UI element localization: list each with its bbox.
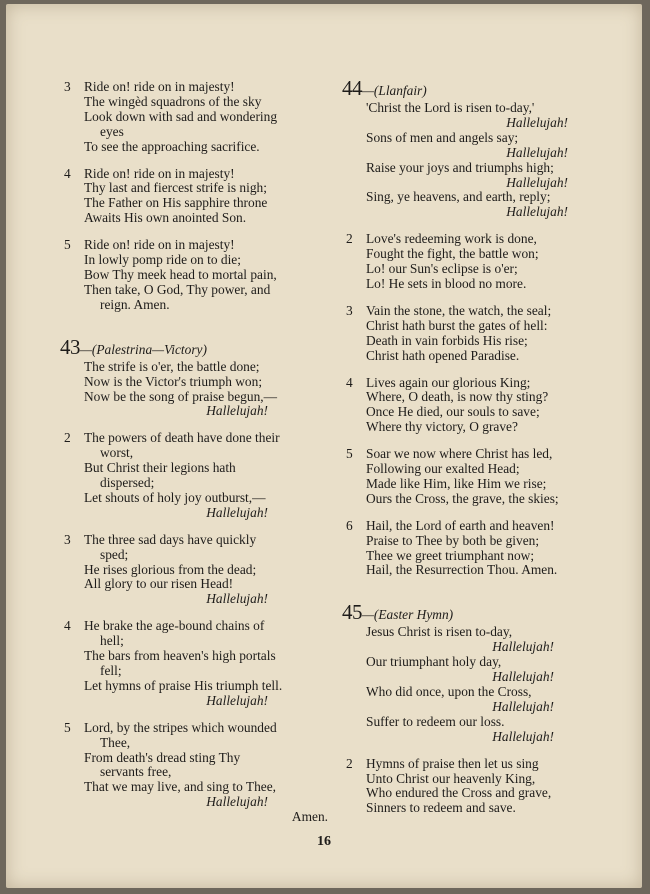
verse-text: Hail, the Lord of earth and heaven! <box>366 517 555 533</box>
verse-line <box>342 757 614 772</box>
hymn-43-verse-2 <box>60 431 328 520</box>
verse-text: The powers of death have done their <box>84 430 280 446</box>
verse-text: Ride on! ride on in majesty! <box>84 79 235 94</box>
verse-line: Unto Christ our heavenly King, <box>366 770 536 786</box>
hymn-42-verse-3 <box>60 80 328 155</box>
amen: Amen. <box>291 809 328 825</box>
refrain: Hallelujah! <box>206 504 268 520</box>
verse-line: The wingèd squadrons of the sky <box>84 93 262 109</box>
verse-number: 4 <box>346 374 353 390</box>
verse-number: 4 <box>64 165 71 181</box>
verse-line: Thy last and fiercest strife is nigh; <box>84 180 267 196</box>
verse-line: To see the approaching sacrifice. <box>84 138 260 154</box>
verse-line: That we may live, and sing to Thee, <box>84 779 277 795</box>
hymn-45-verse-2 <box>342 757 614 817</box>
verse-line: Now is the Victor's triumph won; <box>84 373 263 389</box>
hymn-number: 44 <box>342 76 362 100</box>
verse-line <box>342 519 614 534</box>
verse-line <box>60 721 328 736</box>
verse-text: He brake the age-bound chains of <box>84 618 265 634</box>
verse-line-continued: worst, <box>100 445 134 461</box>
verse-text: The three sad days have quickly <box>84 531 257 547</box>
verse-line <box>60 238 328 253</box>
verse-text: Hymns of praise then let us sing <box>366 755 539 771</box>
verse-line <box>342 376 614 391</box>
verse-line-continued: hell; <box>100 633 124 649</box>
hymn-44-verse-4 <box>342 376 614 436</box>
hymn-44-verse-5 <box>342 447 614 507</box>
hymn-43-verse-3 <box>60 533 328 608</box>
page-number: 16 <box>317 834 331 849</box>
verse-line-continued: dispersed; <box>100 475 155 491</box>
verse-line: From death's dread sting Thy <box>84 749 241 765</box>
hymn-44-verse-1 <box>342 101 614 220</box>
spacer <box>60 325 328 339</box>
verse-line: Raise your joys and triumphs high; <box>366 159 554 175</box>
verse-line: Praise to Thee by both be given; <box>366 532 540 548</box>
verse-line-continued: servants free, <box>100 764 172 780</box>
verse-line <box>60 80 328 95</box>
verse-line: Awaits His own anointed Son. <box>84 210 247 226</box>
hymn-45-verse-1 <box>342 625 614 744</box>
right-column <box>342 76 614 828</box>
verse-text: Lord, by the stripes which wounded <box>84 719 277 735</box>
refrain: Hallelujah! <box>492 669 554 685</box>
tune-name: —(Easter Hymn) <box>362 607 454 623</box>
verse-line-continued: reign. Amen. <box>100 296 170 312</box>
verse-line: Following our exalted Head; <box>366 461 520 477</box>
verse-line: Suffer to redeem our loss. <box>366 713 505 729</box>
verse-line: Christ hath opened Paradise. <box>366 347 520 363</box>
verse-line <box>60 431 328 446</box>
verse-line: Then take, O God, Thy power, and <box>84 281 271 297</box>
verse-number: 3 <box>64 531 71 547</box>
verse-text: Soar we now where Christ has led, <box>366 446 553 462</box>
verse-line: Ours the Cross, the grave, the skies; <box>366 490 559 506</box>
verse-number: 5 <box>346 446 353 462</box>
verse-line: Christ hath burst the gates of hell: <box>366 317 548 333</box>
verse-line: Lo! our Sun's eclipse is o'er; <box>366 261 518 277</box>
verse-line-continued: Thee, <box>100 734 131 750</box>
verse-line: Where, O death, is now thy sting? <box>366 389 549 405</box>
tune-name: —(Palestrina—Victory) <box>80 341 207 357</box>
hymn-43-verse-4 <box>60 619 328 708</box>
hymn-43-verse-1 <box>60 360 328 420</box>
verse-line: Thee we greet triumphant now; <box>366 547 535 563</box>
verse-line <box>342 447 614 462</box>
verse-line: Let hymns of praise His triumph tell. <box>84 677 283 693</box>
refrain: Hallelujah! <box>506 174 568 190</box>
verse-number: 2 <box>64 430 71 446</box>
verse-line <box>60 167 328 182</box>
verse-text: Lives again our glorious King; <box>366 374 531 390</box>
left-column <box>60 80 328 837</box>
verse-line: Let shouts of holy joy outburst,— <box>84 489 266 505</box>
verse-line: Made like Him, like Him we rise; <box>366 475 547 491</box>
refrain: Hallelujah! <box>206 692 268 708</box>
verse-line: All glory to our risen Head! <box>84 576 234 592</box>
verse-line: 'Christ the Lord is risen to-day,' <box>366 100 535 115</box>
hymn-45-title <box>342 600 614 625</box>
hymnal-page <box>6 4 642 888</box>
verse-text: Ride on! ride on in majesty! <box>84 237 235 253</box>
refrain: Hallelujah! <box>492 728 554 744</box>
verse-number: 6 <box>346 517 353 533</box>
verse-line: But Christ their legions hath <box>84 460 236 476</box>
verse-number: 3 <box>346 302 353 318</box>
verse-line: Sing, ye heavens, and earth, reply; <box>366 189 551 205</box>
hymn-43-title <box>60 334 328 359</box>
verse-number: 4 <box>64 618 71 634</box>
verse-line: Jesus Christ is risen to-day, <box>366 624 513 640</box>
hymn-42-verse-4 <box>60 167 328 227</box>
verse-line <box>60 619 328 634</box>
verse-line: Hail, the Resurrection Thou. Amen. <box>366 562 558 578</box>
verse-line: Lo! He sets in blood no more. <box>366 275 527 291</box>
hymn-44-verse-2 <box>342 232 614 292</box>
verse-line: Once He died, our souls to save; <box>366 404 540 420</box>
refrain: Hallelujah! <box>506 114 568 130</box>
hymn-number: 43 <box>60 334 80 359</box>
refrain: Hallelujah! <box>206 591 268 607</box>
verse-line: Bow Thy meek head to mortal pain, <box>84 266 277 282</box>
verse-line: Fought the fight, the battle won; <box>366 246 539 262</box>
verse-number: 5 <box>64 719 71 735</box>
verse-line: Where thy victory, O grave? <box>366 419 518 435</box>
refrain: Hallelujah! <box>492 698 554 714</box>
verse-line: Now be the song of praise begun,— <box>84 388 278 404</box>
verse-number: 2 <box>346 231 353 247</box>
verse-line: The bars from heaven's high portals <box>84 648 276 664</box>
refrain: Hallelujah! <box>506 204 568 220</box>
verse-text: Love's redeeming work is done, <box>366 231 537 247</box>
refrain: Hallelujah! <box>506 144 568 160</box>
verse-line: The Father on His sapphire throne <box>84 195 268 211</box>
verse-number: 3 <box>64 79 71 94</box>
refrain: Hallelujah! <box>492 639 554 655</box>
hymn-44-verse-3 <box>342 304 614 364</box>
verse-line: Sinners to redeem and save. <box>366 800 516 816</box>
verse-line <box>60 533 328 548</box>
verse-line: The strife is o'er, the battle done; <box>84 358 260 374</box>
verse-line: He rises glorious from the dead; <box>84 561 257 577</box>
verse-line-continued: eyes <box>100 123 124 139</box>
hymn-44-verse-6 <box>342 519 614 579</box>
spacer <box>342 590 614 604</box>
hymn-42-verse-5 <box>60 238 328 313</box>
verse-line: Who did once, upon the Cross, <box>366 684 532 699</box>
hymn-number: 45 <box>342 600 362 625</box>
tune-name: —(Llanfair) <box>362 83 427 98</box>
refrain: Hallelujah! <box>206 403 268 419</box>
verse-line-continued: sped; <box>100 546 129 562</box>
verse-text: Vain the stone, the watch, the seal; <box>366 302 552 318</box>
verse-number: 2 <box>346 755 353 771</box>
verse-number: 5 <box>64 237 71 253</box>
verse-line: Look down with sad and wondering <box>84 108 278 124</box>
verse-line <box>342 232 614 247</box>
verse-line-continued: fell; <box>100 663 122 678</box>
verse-line <box>342 304 614 319</box>
verse-line: Who endured the Cross and grave, <box>366 785 552 801</box>
verse-line: Our triumphant holy day, <box>366 654 502 670</box>
verse-line: Sons of men and angels say; <box>366 129 519 145</box>
verse-line: Death in vain forbids His rise; <box>366 332 528 348</box>
hymn-43-verse-5 <box>60 721 328 825</box>
verse-line: In lowly pomp ride on to die; <box>84 252 241 268</box>
verse-text: Ride on! ride on in majesty! <box>84 165 235 181</box>
hymn-44-title <box>342 76 614 100</box>
refrain: Hallelujah! <box>206 794 268 810</box>
